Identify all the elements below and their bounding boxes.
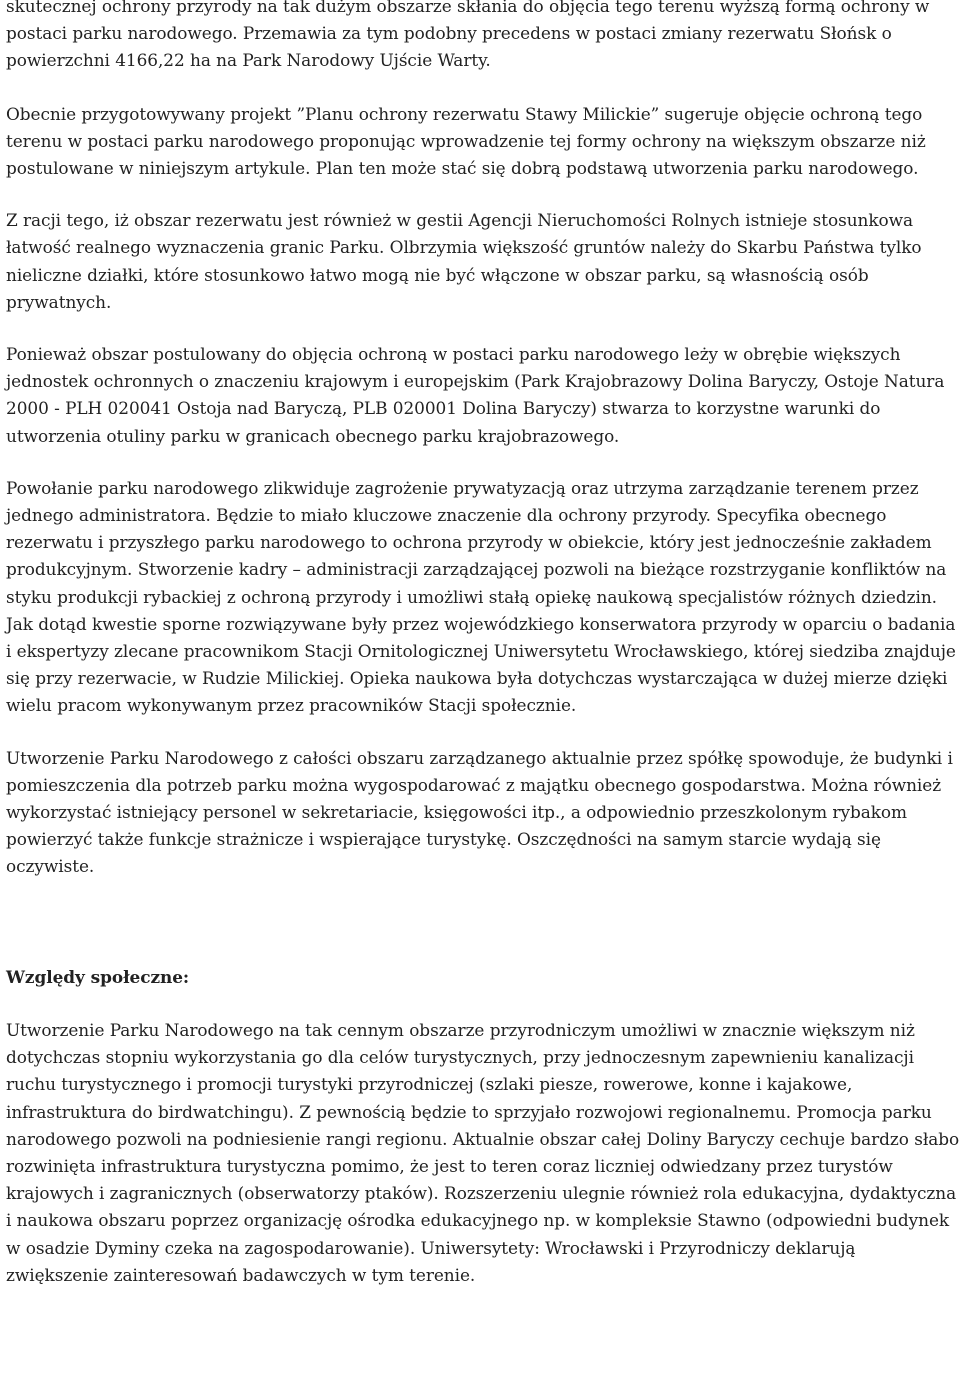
paragraph-plan: Obecnie przygotowywany projekt ”Planu ochrony rezerwatu Stawy Milickie” sugeruje objęcie ochroną tego terenu w postaci parku narodowego proponując wprowadzenie tej formy ochrony na większym obszarze niż postulowane w niniejszym artykule. Plan ten może stać się dobrą podstawą utworzenia parku narodowego. bbox=[6, 103, 926, 179]
paragraph-administration: Powołanie parku narodowego zlikwiduje zagrożenie prywatyzacją oraz utrzyma zarządzanie terenem przez jednego administratora. Będzie to miało kluczowe znaczenie dla ochrony przyrody. Specyfika obecnego rezerwatu i przyszłego parku narodowego to ochrona przyrody w obiekcie, który jest jednocześnie zakładem produkcyjnym. Stworzenie kadry – administracji zarządzającej pozwoli na bieżące rozstrzyganie konfliktów na styku produkcji rybackiej z ochroną przyrody i umożliwi stałą opiekę naukową specjalistów różnych dziedzin. Jak dotąd kwestie sporne rozwiązywane były przez wojewódzkiego konserwatora przyrody w oparciu o badania i ekspertyzy zlecane pracownikom Stacji Ornitologicznej Uniwersytetu Wrocławskiego, której siedziba znajduje się przy rezerwacie, w Rudzie Milickiej. Opieka naukowa była dotychczas wystarczająca w dużej mierze dzięki wielu pracom wykonywanym przez pracowników Stacji społecznie. bbox=[6, 477, 956, 716]
paragraph-intro: skutecznej ochrony przyrody na tak dużym obszarze skłania do objęcia tego terenu wyższą formą ochrony w postaci parku narodowego. Przemawia za tym podobny precedens w postaci zmiany rezerwatu Słońsk o powierzchni 4166,22 ha na Park Narodowy Ujście Warty. bbox=[6, 0, 930, 71]
paragraph-social: Utworzenie Parku Narodowego na tak cennym obszarze przyrodniczym umożliwi w znacznie większym niż dotychczas stopniu wykorzystania go dla celów turystycznych, przy jednoczesnym zapewnieniu kanalizacji ruchu turystycznego i promocji turystyki przyrodniczej (szlaki piesze, rowerowe, konne i kajakowe, infrastruktura do birdwatchingu). Z pewnością będzie to sprzyjało rozwojowi regionalnemu. Promocja parku narodowego pozwoli na podniesienie rangi regionu. Aktualnie obszar całej Doliny Baryczy cechuje bardzo słabo rozwinięta infrastruktura turystyczna pomimo, że jest to teren coraz liczniej odwiedzany przez turystów krajowych i zagranicznych (obserwatorzy ptaków). Rozszerzeniu ulegnie również rola edukacyjna, dydaktyczna i naukowa obszaru poprzez organizację ośrodka edukacyjnego np. w kompleksie Stawno (odpowiedni budynek w osadzie Dyminy czeka na zagospodarowanie). Uniwersytety: Wrocławski i Przyrodniczy deklarują zwiększenie zainteresowań badawczych w tym terenie. bbox=[6, 1019, 960, 1285]
document-page bbox=[6, 0, 960, 1289]
paragraph-savings: Utworzenie Parku Narodowego z całości obszaru zarządzanego aktualnie przez spółkę spowoduje, że budynki i pomieszczenia dla potrzeb parku można wygospodarować z majątku obecnego gospodarstwa. Można również wykorzystać istniejący personel w sekretariacie, księgowości itp., a odpowiednio przeszkolonym rybakom powierzyć także funkcje strażnicze i wspierające turystykę. Oszczędności na samym starcie wydają się oczywiste. bbox=[6, 747, 953, 877]
paragraph-natura: Ponieważ obszar postulowany do objęcia ochroną w postaci parku narodowego leży w obrębie większych jednostek ochronnych o znaczeniu krajowym i europejskim (Park Krajobrazowy Dolina Baryczy, Ostoje Natura 2000 - PLH 020041 Ostoja nad Baryczą, PLB 020001 Dolina Baryczy) stwarza to korzystne warunki do utworzenia otuliny parku w granicach obecnego parku krajobrazowego. bbox=[6, 344, 945, 446]
paragraph-agency: Z racji tego, iż obszar rezerwatu jest również w gestii Agencji Nieruchomości Rolnych istnieje stosunkowa łatwość realnego wyznaczenia granic Parku. Olbrzymia większość gruntów należy do Skarbu Państwa tylko nieliczne działki, które stosunkowo łatwo mogą nie być włączone w obszar parku, są własnością osób prywatnych. bbox=[6, 210, 922, 312]
section-heading: Względy społeczne: bbox=[6, 966, 190, 987]
